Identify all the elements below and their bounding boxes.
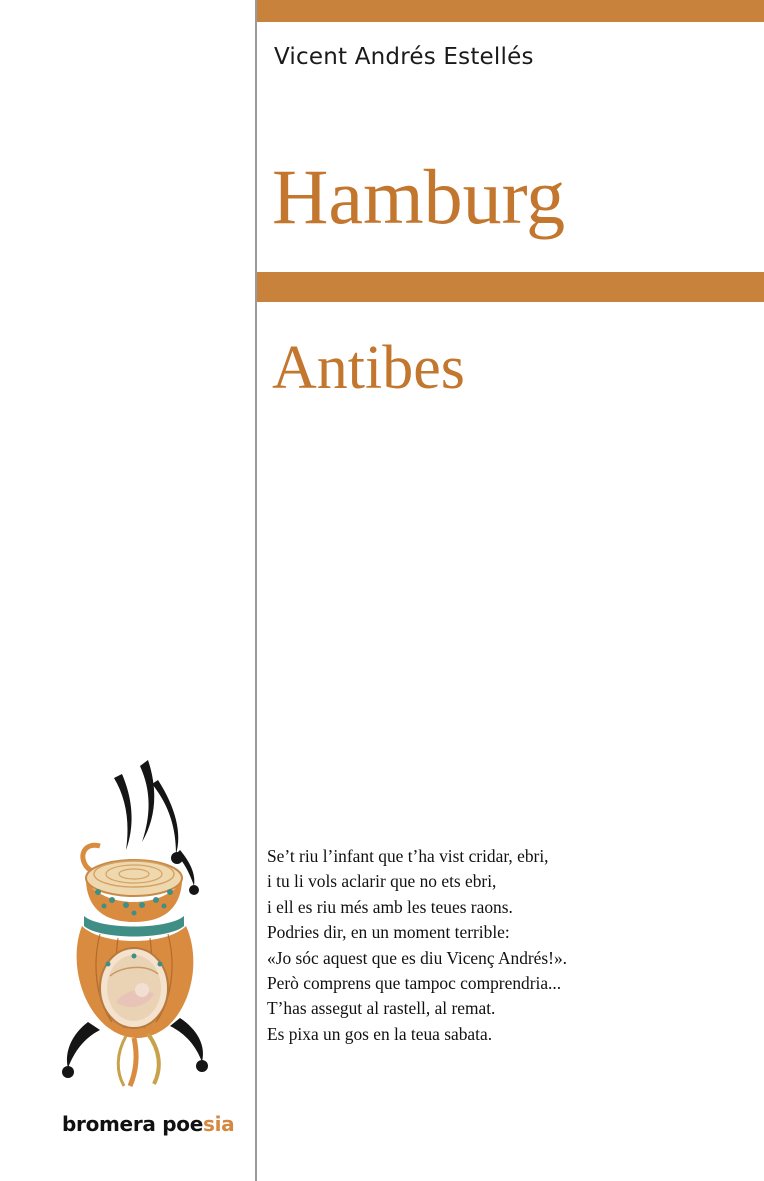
poem-line: Se’t riu l’infant que t’ha vist cridar, ebri, (267, 846, 549, 866)
vertical-rule (255, 0, 257, 1181)
poem-line: i ell es riu més amb les teues raons. (267, 896, 513, 917)
poem-line: T’has assegut al rastell, al remat. (267, 998, 496, 1019)
collection-name-prefix: poe (162, 1112, 203, 1136)
poem-line: Podries dir, en un moment terrible: (267, 922, 510, 943)
pomegranate-ornament-icon (30, 750, 245, 1090)
poem-line: Però comprens que tampoc comprendria... (267, 973, 562, 994)
collection-name-accent: sia (203, 1112, 235, 1136)
book-title-sub: Antibes (272, 334, 465, 402)
poem-line: Es pixa un gos en la teua sabata. (267, 1023, 493, 1044)
poem-line: i tu li vols aclarir que no ets ebri, (267, 871, 497, 892)
publisher-name: bromera (62, 1112, 156, 1136)
poem-line: «Jo sóc aquest que es diu Vicenç Andrés!». (267, 947, 568, 968)
publisher-logotype (62, 1112, 234, 1136)
book-title-main: Hamburg (272, 153, 566, 240)
author-name: Vicent Andrés Estellés (274, 44, 534, 70)
top-accent-band (257, 0, 764, 22)
middle-accent-band (257, 272, 764, 302)
poem-excerpt (267, 844, 737, 1047)
